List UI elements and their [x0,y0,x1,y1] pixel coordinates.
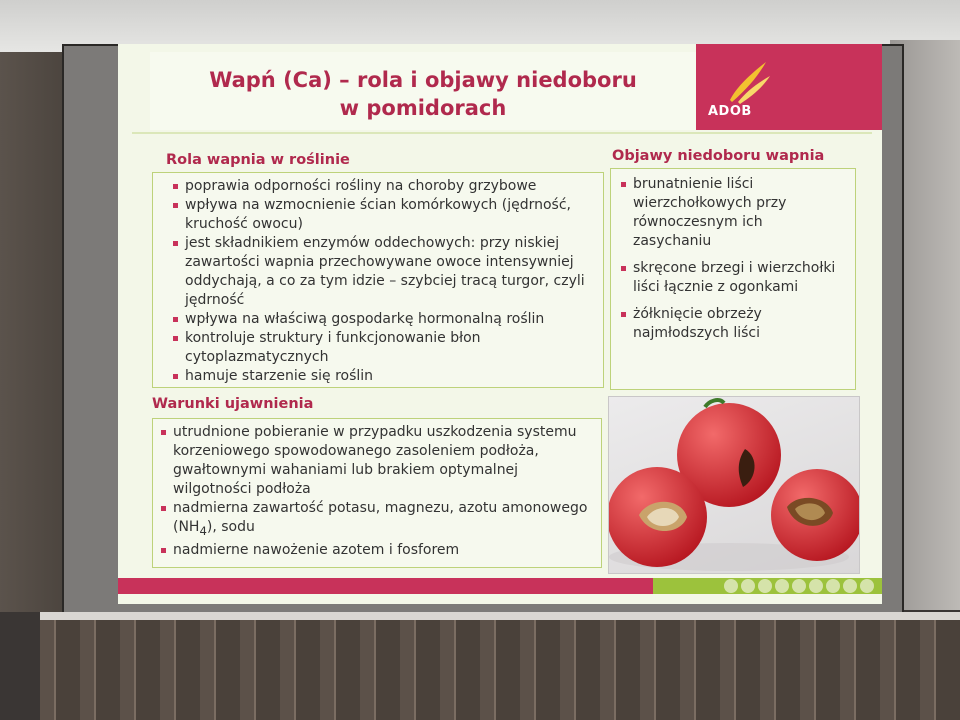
list-item: nadmierne nawożenie azotem i fosforem [159,541,593,560]
window-blinds [40,612,960,720]
seed-icon [809,579,823,593]
conditions-item2-text: nadmierna zawartość potasu, magnezu, azotu amonowego (NH [173,500,588,535]
role-list [171,177,593,386]
list-item: skręcone brzegi i wierzchołki liści łącznie z ogonkami [619,259,845,297]
tree-icon [775,579,789,593]
logo-text: ADOB [708,104,752,119]
title-divider [132,132,872,134]
slide-title [150,66,696,122]
plant-icon [758,579,772,593]
leaf-logo-icon [718,58,778,104]
title-area [150,52,696,130]
leaf-icon [724,579,738,593]
slide-title-line1: Wapń (Ca) – rola i objawy niedoboru [209,68,637,92]
tomato-illustration-icon [609,397,859,573]
subscript-4: 4 [199,523,207,538]
list-item [159,499,593,541]
role-box [152,172,604,388]
role-heading: Rola wapnia w roślinie [166,152,350,168]
list-item: jest składnikiem enzymów oddechowych: przy niskiej zawartości wapnia przechowywane owoce intensywniej oddychają, a co za tym idzie – szybciej tracą turgor, czyli jędrność [171,234,593,310]
conditions-box [152,418,602,568]
symptoms-box [610,168,856,390]
list-item: hamuje starzenie się roślin [171,367,593,386]
list-item: kontroluje struktury i funkcjonowanie błon cytoplazmatycznych [171,329,593,367]
symptoms-list [619,175,845,343]
presentation-slide [118,44,882,604]
conditions-list [159,423,593,560]
sprout-icon [843,579,857,593]
symptoms-heading: Objawy niedoboru wapnia [612,148,825,164]
list-item: żółknięcie obrzeży najmłodszych liści [619,305,845,343]
list-item: wpływa na wzmocnienie ścian komórkowych (jędrność, kruchość owocu) [171,196,593,234]
list-item: wpływa na właściwą gospodarkę hormonalną roślin [171,310,593,329]
recycle-icon [741,579,755,593]
list-item: brunatnienie liści wierzchołkowych przy równoczesnym ich zasychaniu [619,175,845,251]
footer-icons [724,579,874,593]
drop-icon [860,579,874,593]
conditions-heading: Warunki ujawnienia [152,396,314,412]
flower-icon [826,579,840,593]
list-item: utrudnione pobieranie w przypadku uszkodzenia systemu korzeniowego spowodowanego zasoleniem podłoża, gwałtownymi wahaniami lub brakiem optymalnej wilgotności podłoża [159,423,593,499]
conditions-item2-end: ), sodu [206,519,255,535]
list-item: poprawia odporności rośliny na choroby grzybowe [171,177,593,196]
logo-panel [696,44,882,130]
tomato-photo [608,396,860,574]
slide-title-line2: w pomidorach [339,96,507,120]
fruit-icon [792,579,806,593]
